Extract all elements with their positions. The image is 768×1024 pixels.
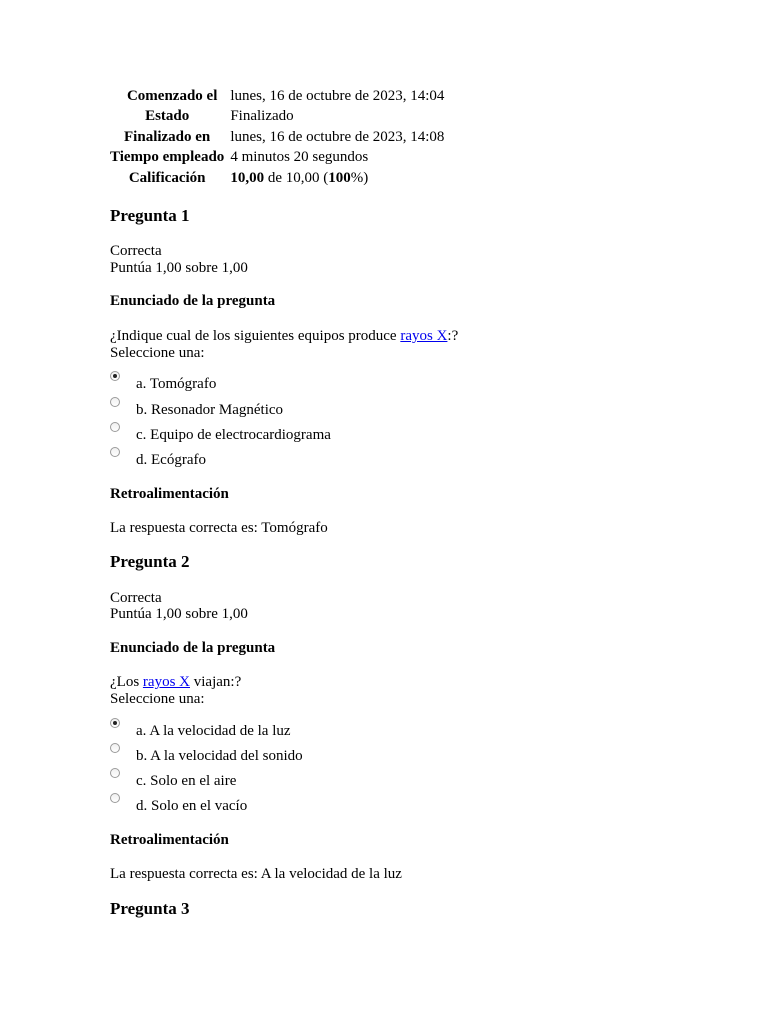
grade-score: 10,00 <box>230 169 265 186</box>
summary-row-state <box>110 107 444 128</box>
feedback-text: La respuesta correcta es: Tomógrafo <box>110 520 328 536</box>
summary-label: Finalizado en <box>124 128 211 145</box>
answer-label: c. Solo en el aire <box>136 773 237 789</box>
question-points: Puntúa 1,00 sobre 1,00 <box>110 260 248 276</box>
radio-icon[interactable] <box>110 793 120 803</box>
question-title: Pregunta 2 <box>110 552 190 571</box>
select-one-label: Seleccione una: <box>110 345 205 361</box>
radio-checked-icon[interactable] <box>110 371 120 381</box>
summary-value: Finalizado <box>230 108 294 125</box>
answer-label: a. Tomógrafo <box>136 376 217 392</box>
question-prompt <box>110 674 241 691</box>
radio-icon[interactable] <box>110 768 120 778</box>
statement-heading: Enunciado de la pregunta <box>110 640 276 656</box>
statement-heading: Enunciado de la pregunta <box>110 293 276 309</box>
feedback-text: La respuesta correcta es: A la velocidad de la luz <box>110 866 402 882</box>
select-one-label: Seleccione una: <box>110 691 205 707</box>
summary-value: 4 minutos 20 segundos <box>230 149 369 166</box>
question-status: Correcta <box>110 590 162 606</box>
radio-icon[interactable] <box>110 447 120 457</box>
summary-label: Estado <box>145 108 190 125</box>
question-status: Correcta <box>110 243 162 259</box>
radio-icon[interactable] <box>110 397 120 407</box>
feedback-heading: Retroalimentación <box>110 832 229 848</box>
question-title: Pregunta 1 <box>110 206 190 225</box>
radio-checked-icon[interactable] <box>110 718 120 728</box>
prompt-text-end: :? <box>447 328 459 344</box>
radio-icon[interactable] <box>110 743 120 753</box>
grade-value <box>228 168 444 189</box>
prompt-text: ¿Los <box>110 674 143 690</box>
prompt-text: ¿Indique cual de los siguientes equipos produce <box>110 328 401 344</box>
answer-label: b. A la velocidad del sonido <box>136 748 303 764</box>
grade-of-text: de 10,00 ( <box>264 169 329 186</box>
rayos-x-link[interactable]: rayos X <box>400 328 448 344</box>
rayos-x-link[interactable]: rayos X <box>142 674 190 690</box>
summary-value: lunes, 16 de octubre de 2023, 14:08 <box>230 128 445 145</box>
prompt-text-end: viajan:? <box>190 674 242 690</box>
answer-label: d. Solo en el vacío <box>136 798 248 814</box>
answer-label: a. A la velocidad de la luz <box>136 723 291 739</box>
summary-row-time <box>110 148 444 169</box>
grade-percent: 100 <box>328 169 351 186</box>
summary-row-started <box>110 86 444 107</box>
summary-row-grade <box>110 168 444 189</box>
question-title: Pregunta 3 <box>110 899 190 918</box>
radio-icon[interactable] <box>110 422 120 432</box>
answer-label: d. Ecógrafo <box>136 452 206 468</box>
answer-label: b. Resonador Magnético <box>136 402 284 418</box>
answer-label: c. Equipo de electrocardiograma <box>136 427 331 443</box>
attempt-summary-table <box>110 86 444 189</box>
summary-label: Comenzado el <box>126 87 218 104</box>
grade-tail: %) <box>350 169 369 186</box>
grade-label: Calificación <box>128 169 206 186</box>
summary-row-finished <box>110 127 444 148</box>
question-points: Puntúa 1,00 sobre 1,00 <box>110 606 248 622</box>
feedback-heading: Retroalimentación <box>110 486 229 502</box>
summary-value: lunes, 16 de octubre de 2023, 14:04 <box>230 87 445 104</box>
question-prompt <box>110 328 458 345</box>
summary-label: Tiempo empleado <box>110 149 225 166</box>
